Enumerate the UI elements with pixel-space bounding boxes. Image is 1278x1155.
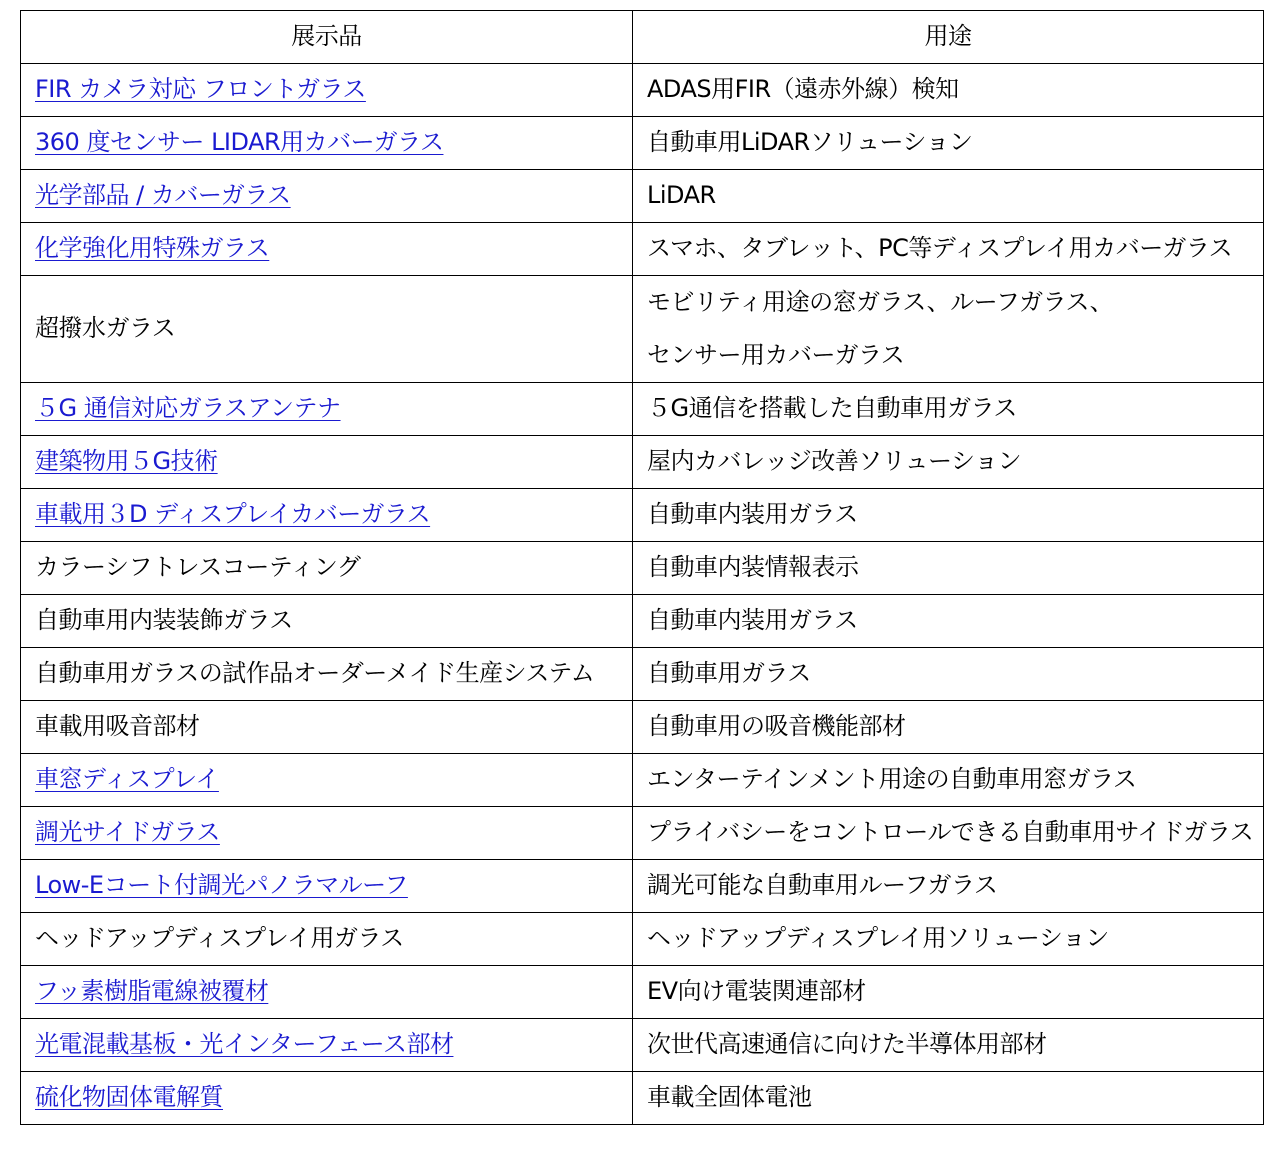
use-text: ADAS用FIR（遠赤外線）検知: [647, 75, 959, 104]
use-text: エンターテインメント用途の自動車用窓ガラス: [647, 765, 1137, 794]
exhibit-link[interactable]: 硫化物固体電解質: [35, 1083, 223, 1112]
exhibit-text: 車載用吸音部材: [35, 712, 200, 741]
use-cell: [633, 489, 1264, 542]
use-cell: [633, 913, 1264, 966]
table-row: [21, 860, 1264, 913]
use-cell: [633, 117, 1264, 170]
table-row: [21, 64, 1264, 117]
exhibit-cell: [21, 595, 633, 648]
exhibit-cell: [21, 807, 633, 860]
exhibit-cell: [21, 436, 633, 489]
exhibit-cell: [21, 117, 633, 170]
use-text: 自動車用ガラス: [647, 659, 811, 688]
table-row: [21, 807, 1264, 860]
exhibit-cell: [21, 489, 633, 542]
table-row: [21, 648, 1264, 701]
exhibit-cell: [21, 383, 633, 436]
use-text: EV向け電装関連部材: [647, 977, 866, 1006]
exhibit-text: 自動車用内装装飾ガラス: [35, 606, 293, 635]
exhibit-text: カラーシフトレスコーティング: [35, 553, 361, 582]
table-row: [21, 170, 1264, 223]
use-text: プライバシーをコントロールできる自動車用サイドガラス: [647, 818, 1254, 847]
table-row: [21, 913, 1264, 966]
use-text: 自動車用の吸音機能部材: [647, 712, 906, 741]
exhibit-cell: [21, 542, 633, 595]
exhibit-link[interactable]: FIR カメラ対応 フロントガラス: [35, 75, 366, 104]
exhibit-link[interactable]: 化学強化用特殊ガラス: [35, 234, 270, 263]
use-text: モビリティ用途の窓ガラス、ルーフガラス、: [647, 288, 1114, 316]
exhibit-link[interactable]: フッ素樹脂電線被覆材: [35, 977, 269, 1006]
table-row: [21, 595, 1264, 648]
exhibit-cell: [21, 170, 633, 223]
use-text: ヘッドアップディスプレイ用ソリューション: [647, 924, 1109, 953]
exhibit-text: ヘッドアップディスプレイ用ガラス: [35, 924, 404, 953]
table-row: [21, 1072, 1264, 1125]
exhibit-cell: [21, 276, 633, 383]
exhibit-text: 自動車用ガラスの試作品オーダーメイド生産システム: [35, 659, 595, 688]
use-text: ５G通信を搭載した自動車用ガラス: [647, 394, 1017, 423]
use-text: LiDAR: [647, 181, 716, 210]
use-text: 自動車内装用ガラス: [647, 606, 858, 635]
use-cell: [633, 648, 1264, 701]
table-row: [21, 701, 1264, 754]
exhibit-link[interactable]: 光学部品 / カバーガラス: [35, 181, 291, 210]
use-cell: [633, 223, 1264, 276]
use-cell: [633, 1072, 1264, 1125]
exhibit-link[interactable]: 調光サイドガラス: [35, 818, 220, 847]
exhibit-link[interactable]: 360 度センサー LIDAR用カバーガラス: [35, 128, 444, 157]
exhibit-cell: [21, 913, 633, 966]
exhibit-cell: [21, 1019, 633, 1072]
use-cell: [633, 64, 1264, 117]
exhibit-text: 超撥水ガラス: [35, 314, 176, 343]
exhibit-table: [20, 10, 1264, 1125]
exhibit-cell: [21, 1072, 633, 1125]
use-cell: [633, 701, 1264, 754]
use-cell: [633, 542, 1264, 595]
exhibit-link[interactable]: 光電混載基板・光インターフェース部材: [35, 1030, 454, 1059]
exhibit-link[interactable]: 車載用３D ディスプレイカバーガラス: [35, 500, 431, 529]
use-cell: [633, 383, 1264, 436]
use-cell: [633, 807, 1264, 860]
table-body: [21, 64, 1264, 1125]
use-text: 自動車内装用ガラス: [647, 500, 858, 529]
use-text: 屋内カバレッジ改善ソリューション: [647, 447, 1022, 476]
exhibit-link[interactable]: ５G 通信対応ガラスアンテナ: [35, 394, 341, 423]
exhibit-cell: [21, 754, 633, 807]
use-text: 車載全固体電池: [647, 1083, 812, 1112]
table-row: [21, 542, 1264, 595]
exhibit-link[interactable]: Low-Eコート付調光パノラマルーフ: [35, 871, 408, 900]
table-row: [21, 117, 1264, 170]
use-text: スマホ、タブレット、PC等ディスプレイ用カバーガラス: [647, 234, 1233, 263]
table-row: [21, 383, 1264, 436]
table-header-row: [21, 11, 1264, 64]
table-row: [21, 754, 1264, 807]
use-text: 自動車内装情報表示: [647, 553, 859, 582]
header-exhibit: 展示品: [21, 11, 633, 64]
table-row: [21, 223, 1264, 276]
use-cell: [633, 436, 1264, 489]
use-text: 次世代高速通信に向けた半導体用部材: [647, 1030, 1047, 1059]
exhibit-cell: [21, 648, 633, 701]
use-cell: [633, 1019, 1264, 1072]
table-row: [21, 489, 1264, 542]
use-text: 自動車用LiDARソリューション: [647, 128, 973, 157]
use-cell: [633, 170, 1264, 223]
exhibit-link[interactable]: 車窓ディスプレイ: [35, 765, 219, 794]
exhibit-cell: [21, 701, 633, 754]
use-text: センサー用カバーガラス: [647, 341, 905, 369]
table-row: [21, 966, 1264, 1019]
use-cell: [633, 860, 1264, 913]
exhibit-link[interactable]: 建築物用５G技術: [35, 447, 218, 476]
use-cell: [633, 966, 1264, 1019]
use-cell: [633, 595, 1264, 648]
exhibit-cell: [21, 860, 633, 913]
table-row: [21, 1019, 1264, 1072]
use-text: 調光可能な自動車用ルーフガラス: [647, 871, 998, 900]
exhibit-cell: [21, 223, 633, 276]
header-use: 用途: [633, 11, 1264, 64]
use-cell: [633, 754, 1264, 807]
exhibit-cell: [21, 966, 633, 1019]
table-row: [21, 436, 1264, 489]
exhibit-cell: [21, 64, 633, 117]
use-cell: [633, 276, 1264, 383]
table-row: [21, 276, 1264, 383]
